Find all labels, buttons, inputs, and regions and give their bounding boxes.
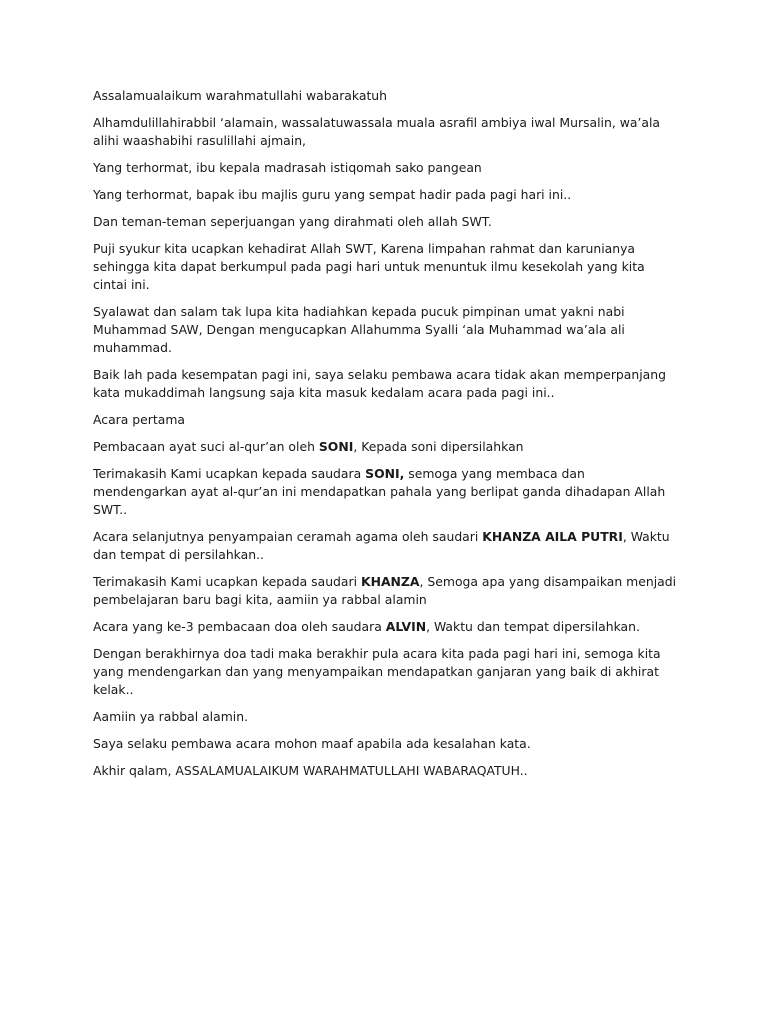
paragraph: [93, 573, 678, 609]
paragraph: [93, 762, 678, 780]
bold-name-text: KHANZA AILA PUTRI: [482, 529, 623, 544]
paragraph: [93, 87, 678, 105]
paragraph: [93, 708, 678, 726]
paragraph: [93, 465, 678, 519]
paragraph-text: Yang terhormat, ibu kepala madrasah istiqomah sako pangean: [93, 160, 482, 175]
paragraph: [93, 618, 678, 636]
paragraph-text: Assalamualaikum warahmatullahi wabarakatuh: [93, 88, 388, 103]
paragraph-text: Dan teman-teman seperjuangan yang dirahmati oleh allah SWT.: [93, 214, 492, 229]
paragraph-text: Terimakasih Kami ucapkan kepada saudari: [93, 574, 361, 589]
paragraph-text: Baik lah pada kesempatan pagi ini, saya selaku pembawa acara tidak akan memperpanjang kata mukaddimah langsung saja kita masuk kedalam acara pada pagi ini..: [93, 367, 666, 400]
paragraph-text: Acara yang ke-3 pembacaan doa oleh saudara: [93, 619, 386, 634]
paragraph: [93, 438, 678, 456]
paragraph: [93, 159, 678, 177]
paragraph-text: , Waktu dan tempat dipersilahkan.: [426, 619, 640, 634]
paragraph: [93, 528, 678, 564]
paragraph-text: Dengan berakhirnya doa tadi maka berakhir pula acara kita pada pagi hari ini, semoga kita yang mendengarkan dan yang menyampaikan mendapatkan ganjaran yang baik di akhirat kelak..: [93, 646, 661, 697]
paragraph-text: , Semoga apa yang disampaikan menjadi pembelajaran baru bagi kita, aamiin ya rabbal alamin: [93, 574, 677, 607]
paragraph-text: Aamiin ya rabbal alamin.: [93, 709, 249, 724]
paragraph: [93, 240, 678, 294]
bold-name-text: SONI: [318, 439, 354, 454]
paragraph: [93, 411, 678, 429]
paragraph-text: Yang terhormat, bapak ibu majlis guru yang sempat hadir pada pagi hari ini..: [93, 187, 572, 202]
paragraph-text: Puji syukur kita ucapkan kehadirat Allah SWT, Karena limpahan rahmat dan karunianya sehingga kita dapat berkumpul pada pagi hari untuk menuntuk ilmu kesekolah yang kita cintai ini.: [93, 241, 645, 292]
paragraph: [93, 366, 678, 402]
bold-name-text: ALVIN: [385, 619, 427, 634]
paragraph: [93, 114, 678, 150]
paragraph: [93, 645, 678, 699]
paragraph-text: Saya selaku pembawa acara mohon maaf apabila ada kesalahan kata.: [93, 736, 531, 751]
paragraph-text: Acara pertama: [93, 412, 185, 427]
bold-name-text: SONI,: [365, 466, 405, 481]
paragraph-text: Alhamdulillahirabbil ‘alamain, wassalatuwassala muala asrafil ambiya iwal Mursalin, wa’ala alihi waashabihi rasulillahi ajmain,: [93, 115, 661, 148]
paragraph: [93, 303, 678, 357]
paragraph-text: Acara selanjutnya penyampaian ceramah agama oleh saudari: [93, 529, 483, 544]
paragraph: [93, 735, 678, 753]
paragraph-text: , Kepada soni dipersilahkan: [353, 439, 524, 454]
document-body: [93, 87, 678, 780]
paragraph-text: Akhir qalam, ASSALAMUALAIKUM WARAHMATULLAHI WABARAQATUH..: [93, 763, 528, 778]
bold-name-text: KHANZA: [361, 574, 420, 589]
paragraph-text: Terimakasih Kami ucapkan kepada saudara: [93, 466, 366, 481]
paragraph: [93, 186, 678, 204]
paragraph-text: Syalawat dan salam tak lupa kita hadiahkan kepada pucuk pimpinan umat yakni nabi Muhammad SAW, Dengan mengucapkan Allahumma Syalli ‘ala Muhammad wa’ala ali muhammad.: [93, 304, 625, 355]
paragraph-text: , Waktu dan tempat di persilahkan..: [93, 529, 670, 562]
paragraph: [93, 213, 678, 231]
paragraph-text: Pembacaan ayat suci al-qur’an oleh: [93, 439, 319, 454]
paragraph-text: semoga yang membaca dan mendengarkan ayat al-qur’an ini mendapatkan pahala yang berlipat ganda dihadapan Allah SWT..: [93, 466, 666, 517]
